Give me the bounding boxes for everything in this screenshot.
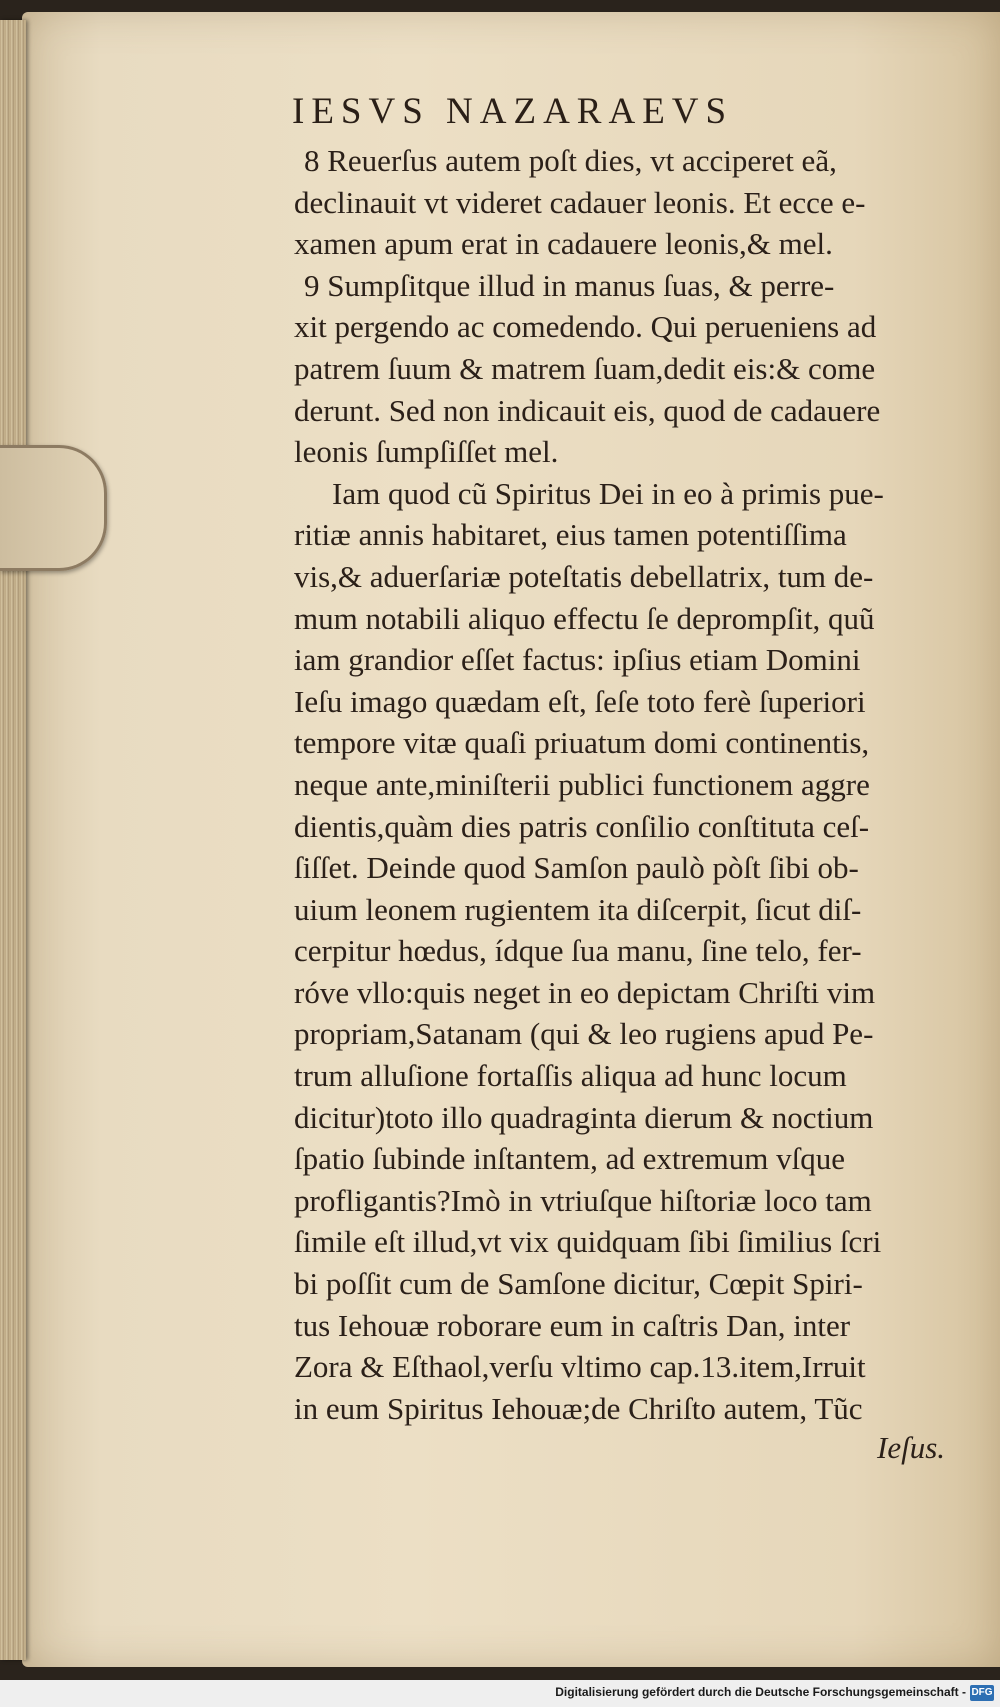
funding-credit: Digitalisierung gefördert durch die Deutsche Forschungsgemeinschaft - xyxy=(555,1685,966,1699)
text-line: vis,& aduerſariæ poteſtatis debellatrix, tum de- xyxy=(294,558,874,594)
text-line: trum alluſione fortaſſis aliqua ad hunc locum xyxy=(294,1058,847,1094)
text-line: xit pergendo ac comedendo. Qui perueniens ad xyxy=(294,309,877,345)
text-line: róve vllo:quis neget in eo depictam Chriſti vim xyxy=(294,974,876,1010)
text-line: ſimile eſt illud,vt vix quidquam ſibi ſimilius ſcri xyxy=(294,1224,882,1260)
text-line: bi poſſit cum de Samſone dicitur, Cœpit Spiri- xyxy=(294,1266,863,1302)
text-line: Iam quod cũ Spiritus Dei in eo à primis pue- xyxy=(332,475,884,511)
text-line: propriam,Satanam (qui & leo rugiens apud Pe- xyxy=(294,1016,874,1052)
book-page xyxy=(22,12,1000,1667)
text-line: ritiæ annis habitaret, eius tamen potentiſſima xyxy=(294,517,847,553)
book-clasp xyxy=(0,445,107,571)
text-line: dientis,quàm dies patris conſilio conſtituta ceſ- xyxy=(294,808,870,844)
text-line: Zora & Eſthaol,verſu vltimo cap.13.item,Irruit xyxy=(294,1349,866,1385)
text-line: ſpatio ſubinde inſtantem, ad extremum vſque xyxy=(294,1141,845,1177)
text-line: 8 Reuerſus autem poſt dies, vt acciperet eã, xyxy=(304,143,837,178)
text-line: derunt. Sed non indicauit eis, quod de cadauere xyxy=(294,392,881,428)
text-line: Ieſu imago quædam eſt, ſeſe toto ferè ſuperiori xyxy=(294,683,866,719)
text-line: leonis ſumpſiſſet mel. xyxy=(294,434,559,470)
text-line: declinauit vt videret cadauer leonis. Et ecce e- xyxy=(294,184,866,220)
text-line: iam grandior eſſet factus: ipſius etiam Domini xyxy=(294,642,861,678)
text-line: cerpitur hœdus, ídque ſua manu, ſine telo, fer- xyxy=(294,933,862,969)
text-line: tus Iehouæ roborare eum in caſtris Dan, inter xyxy=(294,1307,851,1343)
text-line: mum notabili aliquo effectu ſe deprompſit, quũ xyxy=(294,600,875,636)
page-edges xyxy=(0,20,26,1660)
text-line: profligantis?Imò in vtriuſque hiſtoriæ loco tam xyxy=(294,1182,872,1218)
text-line: xamen apum erat in cadauere leonis,& mel. xyxy=(294,226,833,262)
text-line: neque ante,miniſterii publici functionem aggre xyxy=(294,766,870,802)
running-head: IESVS NAZARAEVS xyxy=(292,91,734,132)
text-line: in eum Spiritus Iehouæ;de Chriſto autem, Tũc xyxy=(294,1390,863,1426)
digitization-footer xyxy=(0,1680,1000,1707)
text-block xyxy=(294,140,982,1429)
text-line: ſiſſet. Deinde quod Samſon paulò pòſt ſibi ob- xyxy=(294,850,859,886)
text-line: tempore vitæ quaſi priuatum domi continentis, xyxy=(294,725,870,761)
text-line: patrem ſuum & matrem ſuam,dedit eis:& come xyxy=(294,350,876,386)
text-line: uium leonem rugientem ita diſcerpit, ſicut diſ- xyxy=(294,891,862,927)
dfg-logo-icon: DFG xyxy=(970,1685,994,1701)
text-line: dicitur)toto illo quadraginta dierum & noctium xyxy=(294,1099,874,1135)
text-line: 9 Sumpſitque illud in manus ſuas, & perre- xyxy=(304,267,835,303)
catchword: Ieſus. xyxy=(877,1430,946,1465)
